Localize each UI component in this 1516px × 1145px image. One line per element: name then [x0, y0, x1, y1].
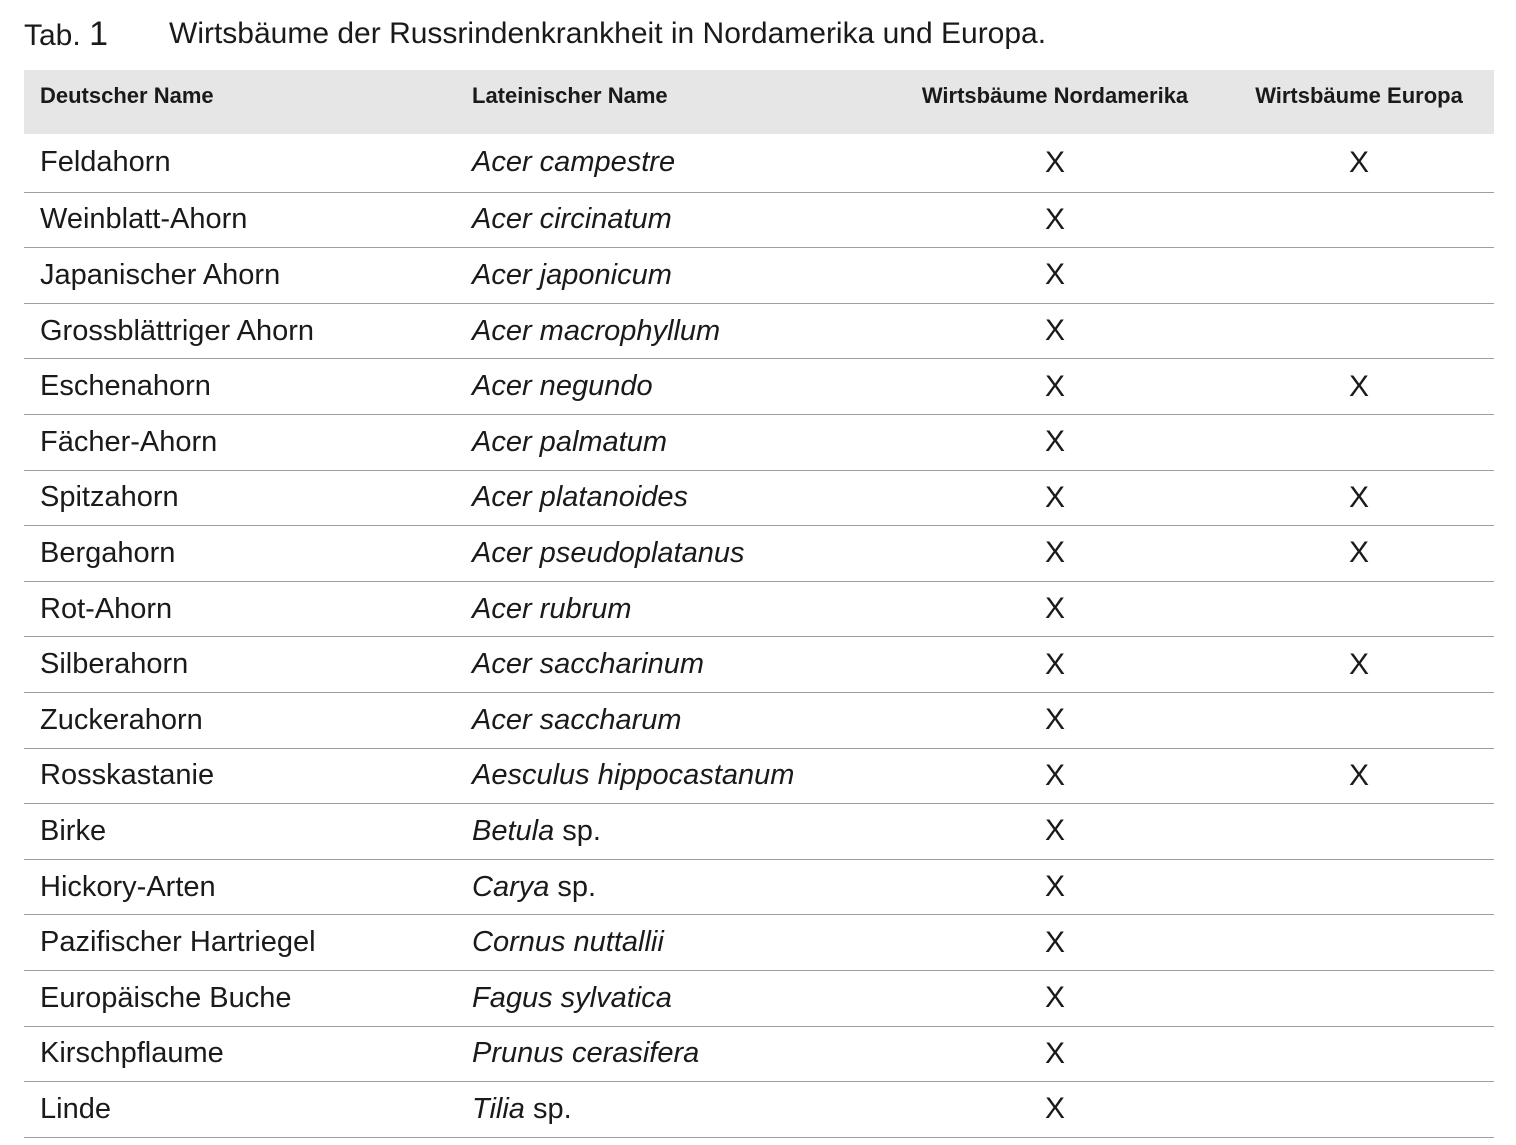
cell-host-north-america: X	[1044, 425, 1065, 459]
column-header-hosts-europe: Wirtsbäume Europa	[1255, 83, 1463, 108]
latin-name-italic: Acer rubrum	[472, 592, 632, 625]
cell-latin-name	[472, 637, 704, 692]
cell-host-north-america: X	[1044, 647, 1065, 681]
cell-host-europe: X	[1348, 369, 1369, 403]
table-row	[24, 971, 1494, 1027]
cell-german-name: Linde	[40, 1092, 111, 1125]
caption-title: Wirtsbäume der Russrindenkrankheit in Nordamerika und Europa.	[169, 17, 1047, 50]
cell-latin-name	[472, 804, 601, 859]
cell-latin-name	[472, 471, 688, 526]
table-row	[24, 915, 1494, 971]
cell-german-name: Grossblättriger Ahorn	[40, 314, 315, 347]
table-row	[24, 471, 1494, 527]
cell-host-europe	[1239, 860, 1479, 915]
cell-host-north-america: X	[1044, 369, 1065, 403]
cell-host-europe	[1239, 582, 1479, 637]
cell-host-north-america: X	[1044, 814, 1065, 848]
table-row	[24, 749, 1494, 805]
cell-host-north-america: X	[1044, 536, 1065, 570]
cell-latin-name	[472, 915, 664, 970]
latin-name-italic: Acer platanoides	[472, 481, 689, 514]
latin-name-italic: Acer pseudoplatanus	[472, 536, 745, 569]
column-header-german-name: Deutscher Name	[40, 83, 214, 108]
cell-host-europe: X	[1348, 145, 1369, 179]
table-row	[24, 304, 1494, 360]
latin-name-italic: Aesculus hippocastanum	[472, 759, 795, 792]
table-caption	[24, 14, 1047, 54]
cell-latin-name	[472, 971, 672, 1026]
latin-name-italic: Tilia	[472, 1092, 525, 1125]
cell-host-europe	[1239, 915, 1479, 970]
cell-host-europe: X	[1348, 647, 1369, 681]
cell-latin-name	[472, 359, 653, 414]
latin-name-italic: Acer japonicum	[472, 258, 672, 291]
cell-german-name: Japanischer Ahorn	[40, 258, 281, 291]
cell-german-name: Spitzahorn	[40, 481, 179, 514]
cell-german-name: Silberahorn	[40, 648, 189, 681]
table-row	[24, 693, 1494, 749]
latin-name-italic: Acer campestre	[472, 146, 676, 179]
cell-host-north-america: X	[1044, 703, 1065, 737]
table-row	[24, 134, 1494, 193]
cell-host-north-america: X	[1044, 758, 1065, 792]
cell-host-north-america: X	[1044, 870, 1065, 904]
table-row	[24, 248, 1494, 304]
cell-host-north-america: X	[1044, 145, 1065, 179]
cell-host-europe	[1239, 971, 1479, 1026]
cell-latin-name	[472, 134, 675, 192]
cell-latin-name	[472, 860, 596, 915]
cell-host-europe: X	[1348, 480, 1369, 514]
cell-host-europe	[1239, 1082, 1479, 1137]
cell-german-name: Hickory-Arten	[40, 870, 216, 903]
table-header	[24, 70, 1494, 134]
cell-host-europe	[1239, 193, 1479, 248]
cell-german-name: Eschenahorn	[40, 370, 211, 403]
cell-german-name: Weinblatt-Ahorn	[40, 203, 248, 236]
cell-german-name: Fächer-Ahorn	[40, 425, 218, 458]
latin-name-italic: Acer macrophyllum	[472, 314, 721, 347]
caption-label: Tab. 1	[24, 15, 108, 53]
cell-latin-name	[472, 582, 632, 637]
cell-host-north-america: X	[1044, 1092, 1065, 1126]
cell-host-europe	[1239, 304, 1479, 359]
cell-host-north-america: X	[1044, 258, 1065, 292]
latin-name-italic: Acer negundo	[472, 370, 653, 403]
cell-host-europe: X	[1348, 536, 1369, 570]
cell-host-north-america: X	[1044, 1036, 1065, 1070]
cell-host-europe	[1239, 804, 1479, 859]
cell-host-north-america: X	[1044, 592, 1065, 626]
table-row	[24, 637, 1494, 693]
latin-name-suffix: sp.	[524, 1092, 572, 1125]
cell-german-name: Zuckerahorn	[40, 703, 203, 736]
table-row	[24, 582, 1494, 638]
cell-host-north-america: X	[1044, 925, 1065, 959]
latin-name-suffix: sp.	[549, 870, 597, 903]
cell-latin-name	[472, 749, 794, 804]
table-row	[24, 359, 1494, 415]
table-row	[24, 860, 1494, 916]
cell-german-name: Kirschpflaume	[40, 1037, 224, 1070]
cell-german-name: Rosskastanie	[40, 759, 215, 792]
table-row	[24, 1082, 1494, 1138]
table-row	[24, 193, 1494, 249]
latin-name-italic: Fagus sylvatica	[472, 981, 672, 1014]
table-row	[24, 526, 1494, 582]
table-row	[24, 804, 1494, 860]
cell-latin-name	[472, 248, 672, 303]
cell-german-name: Bergahorn	[40, 536, 176, 569]
cell-host-europe: X	[1348, 758, 1369, 792]
cell-german-name: Birke	[40, 814, 107, 847]
cell-german-name: Rot-Ahorn	[40, 592, 173, 625]
cell-german-name: Pazifischer Hartriegel	[40, 926, 316, 959]
column-header-latin-name: Lateinischer Name	[472, 83, 668, 108]
latin-name-suffix: sp.	[554, 814, 601, 847]
cell-host-north-america: X	[1044, 480, 1065, 514]
latin-name-italic: Betula	[472, 814, 555, 847]
column-header-hosts-north-america: Wirtsbäume Nordamerika	[921, 83, 1189, 108]
cell-host-north-america: X	[1044, 314, 1065, 348]
cell-host-europe	[1239, 415, 1479, 470]
cell-host-north-america: X	[1044, 981, 1065, 1015]
cell-latin-name	[472, 304, 720, 359]
table-row	[24, 1027, 1494, 1083]
cell-host-europe	[1239, 1027, 1479, 1082]
cell-host-europe	[1239, 693, 1479, 748]
cell-latin-name	[472, 1082, 572, 1137]
latin-name-italic: Prunus cerasifera	[472, 1037, 700, 1070]
table-body	[24, 134, 1494, 1138]
table-row	[24, 415, 1494, 471]
cell-latin-name	[472, 526, 744, 581]
latin-name-italic: Acer circinatum	[472, 203, 672, 236]
latin-name-italic: Acer palmatum	[472, 425, 668, 458]
cell-latin-name	[472, 1027, 699, 1082]
latin-name-italic: Carya	[472, 870, 550, 903]
cell-latin-name	[472, 693, 682, 748]
cell-german-name: Europäische Buche	[40, 981, 292, 1014]
latin-name-italic: Acer saccharinum	[472, 648, 705, 681]
cell-latin-name	[472, 193, 672, 248]
cell-host-north-america: X	[1044, 202, 1065, 236]
cell-german-name: Feldahorn	[40, 146, 171, 179]
latin-name-italic: Cornus nuttallii	[472, 926, 664, 959]
latin-name-italic: Acer saccharum	[472, 703, 682, 736]
cell-host-europe	[1239, 248, 1479, 303]
cell-latin-name	[472, 415, 667, 470]
host-trees-table	[24, 70, 1494, 1138]
